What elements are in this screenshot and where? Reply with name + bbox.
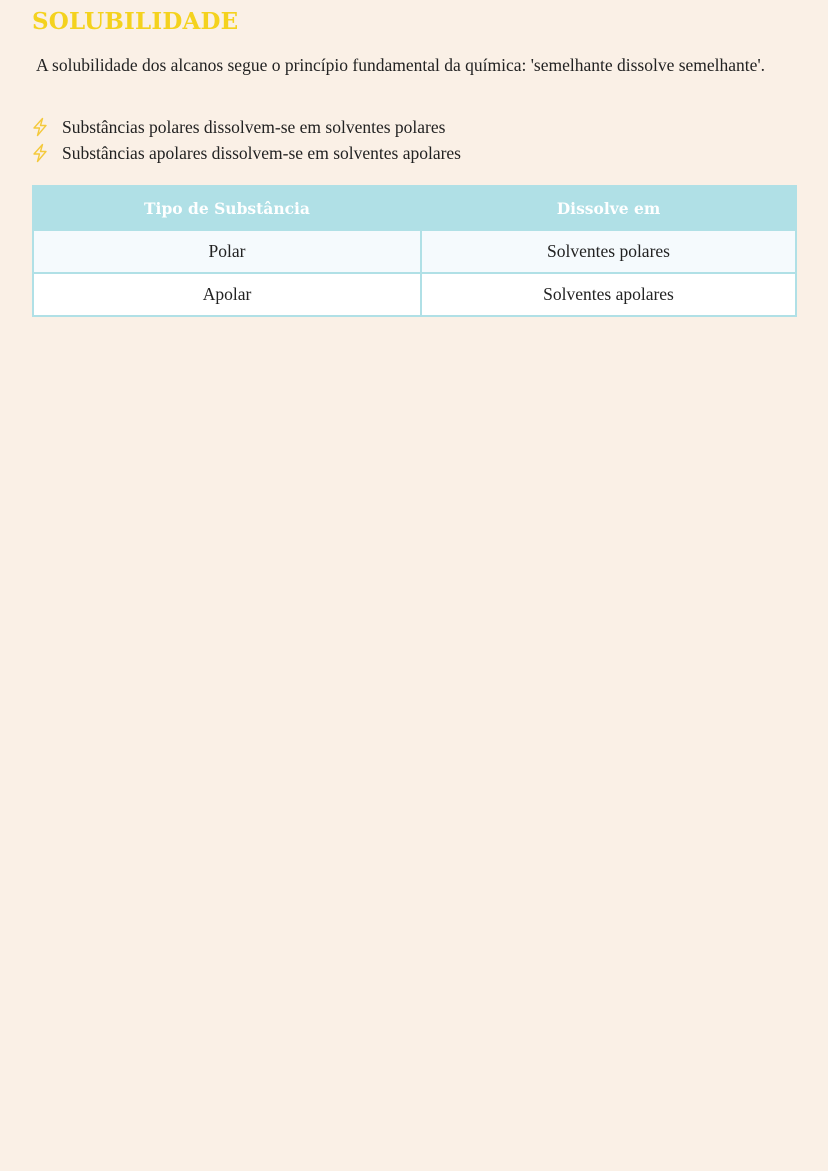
list-item bbox=[30, 140, 461, 166]
table-row bbox=[33, 273, 796, 316]
table-cell: Apolar bbox=[33, 273, 421, 316]
bullet-text: Substâncias polares dissolvem-se em solventes polares bbox=[62, 117, 446, 137]
table-cell: Polar bbox=[33, 230, 421, 273]
table-cell: Solventes polares bbox=[421, 230, 796, 273]
lightning-icon bbox=[30, 143, 50, 163]
table-header-cell: Dissolve em bbox=[421, 186, 796, 230]
bullet-list bbox=[30, 114, 461, 166]
bullet-text: Substâncias apolares dissolvem-se em solventes apolares bbox=[62, 143, 461, 163]
lightning-icon bbox=[30, 117, 50, 137]
table-header-row bbox=[33, 186, 796, 230]
section-title: SOLUBILIDADE bbox=[32, 8, 239, 35]
table-cell: Solventes apolares bbox=[421, 273, 796, 316]
table-row bbox=[33, 230, 796, 273]
solubility-table bbox=[32, 185, 797, 317]
intro-paragraph: A solubilidade dos alcanos segue o princípio fundamental da química: 'semelhante dissolve semelhante'. bbox=[36, 55, 765, 75]
list-item bbox=[30, 114, 461, 140]
table-header-cell: Tipo de Substância bbox=[33, 186, 421, 230]
